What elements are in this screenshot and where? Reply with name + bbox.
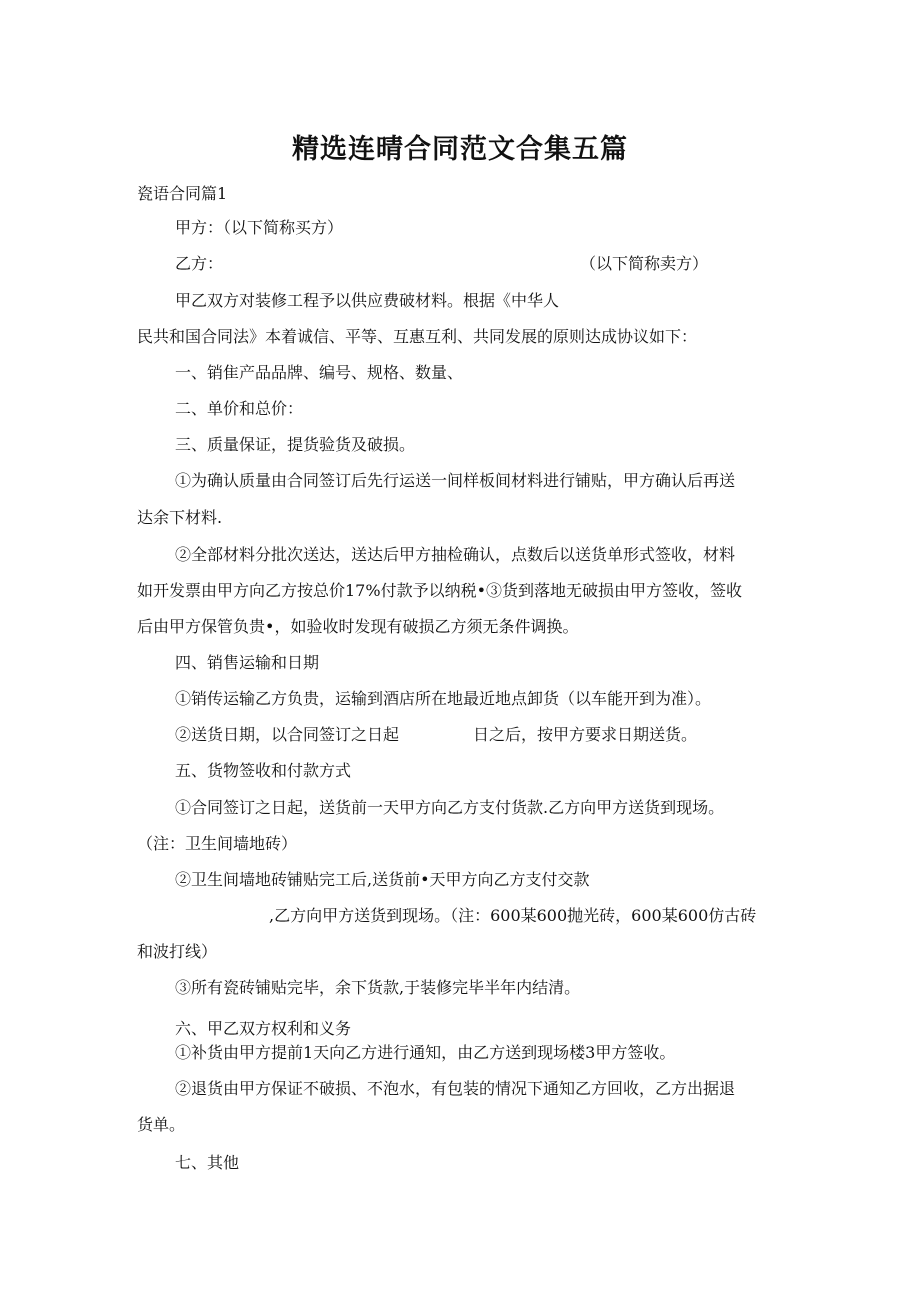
item-5-1-line: ①合同签订之日起，送货前一天甲方向乙方支付货款.乙方向甲方送货到现场。 [175,798,725,817]
item-5-2-line-b [137,903,756,929]
item-5-line: 五、货物签收和付款方式 [175,761,352,780]
item-2-line: 二、单价和总价： [175,399,304,418]
item-4-line: 四、销售运输和日期 [175,653,320,672]
section-heading: 瓷语合同篇1 [137,184,228,203]
item-4-2-text-b: 日之后，按甲方要求日期送货。 [473,725,698,744]
item-3-line: 三、质量保证，提货验货及破损。 [175,435,416,454]
party-a-line: 甲方：（以下简称买方） [175,218,344,237]
item-4-2-text-a: ②送货日期，以合同签订之日起 [175,725,400,744]
item-5-2-text-b: ,乙方向甲方送货到现场。（注：600某600抛光砖，600某600仿古砖 [269,906,757,925]
item-5-2-line-c: 和波打线） [137,942,218,961]
document-title: 精选连晴合同范文合集五篇 [292,134,628,165]
item-1-line: 一、销隹产品品牌、编号、规格、数量、 [175,363,464,382]
item-5-3-line: ③所有瓷砖铺贴完毕，余下货款,于装修完毕半年内结清。 [175,978,581,997]
party-b-note: （以下简称卖方） [580,254,709,273]
item-3-1-line-a: ①为确认质量由合同签订后先行运送一间样板间材料进行铺贴，甲方确认后再送 [175,471,736,490]
item-6-2-line-a: ②退货由甲方保证不破损、不泡水，有包装的情况下通知乙方回收，乙方出据退 [175,1079,736,1098]
item-6-1-line: ①补货由甲方提前1天向乙方进行通知，由乙方送到现场楼3甲方签收。 [175,1043,676,1062]
item-3-1-line-b: 达余下材料. [137,508,223,527]
item-4-1-line: ①销传运输乙方负贵，运输到酒店所在地最近地点卸货（以车能开到为准）。 [175,689,712,708]
item-6-line: 六、甲乙双方权利和义务 [175,1019,352,1038]
party-b-label: 乙方： [175,254,224,273]
item-5-note-line: （注：卫生间墙地砖） [137,834,298,853]
item-3-2-line-c: 后由甲方保管负贵•，如验收时发现有破损乙方须无条件调换。 [137,617,579,636]
item-4-2-line [175,722,697,748]
item-7-line: 七、其他 [175,1153,240,1172]
item-5-2-line-a: ②卫生间墙地砖铺贴完工后,送货前•天甲方向乙方支付交款 [175,870,590,889]
item-3-2-line-b: 如开发票由甲方向乙方按总价17%付款予以纳税•③货到落地无破损由甲方签收，签收 [137,581,743,600]
intro-line-1: 甲乙双方对装修工程予以供应费破材料。根据《中华人 [175,291,560,310]
item-3-2-line-a: ②全部材料分批次送达，送达后甲方抽检确认，点数后以送货单形式签收，材料 [175,545,736,564]
intro-line-2: 民共和国合同法》本着诚信、平等、互惠互利、共同发展的原则达成协议如下： [137,327,698,346]
item-6-2-line-b: 货单。 [137,1115,186,1134]
